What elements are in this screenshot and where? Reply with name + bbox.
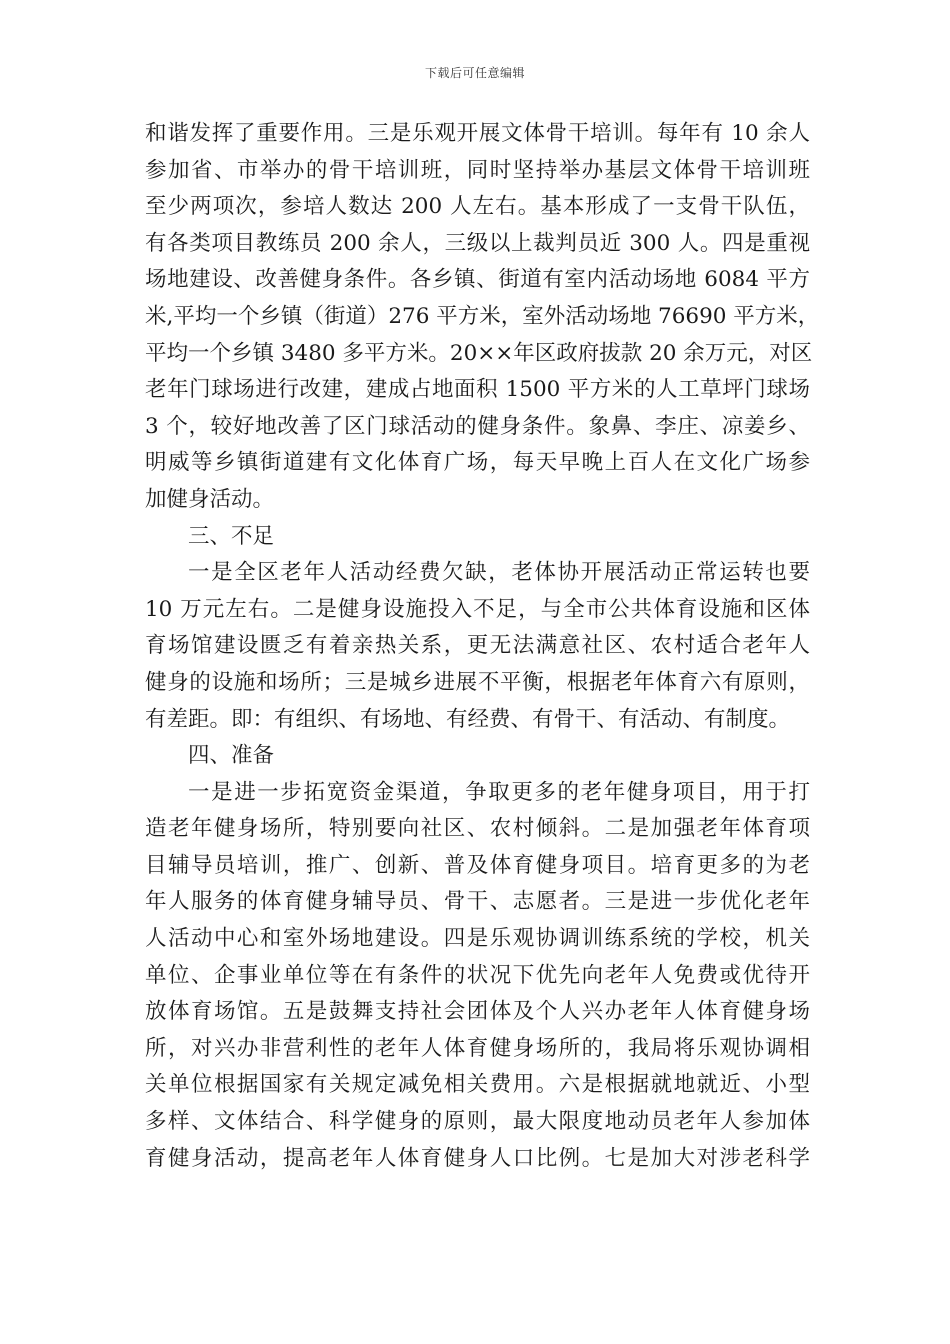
section-heading: 四、准备 — [188, 743, 275, 769]
text-line: 场地建设、改善健身条件。各乡镇、街道有室内活动场地 6084 平方 — [145, 267, 810, 293]
text-line: 至少两项次，参培人数达 200 人左右。基本形成了一支骨干队伍， — [145, 194, 810, 220]
text-line: 健身的设施和场所；三是城乡进展不平衡，根据老年体育六有原则， — [145, 669, 810, 695]
text-line: 造老年健身场所，特别要向社区、农村倾斜。二是加强老年体育项 — [145, 816, 810, 842]
text-line: 单位、企事业单位等在有条件的状况下优先向老年人免费或优待开 — [145, 962, 810, 988]
text-line: 育场馆建设匮乏有着亲热关系，更无法满意社区、农村适合老年人 — [145, 633, 810, 659]
text-line: 目辅导员培训，推广、创新、普及体育健身项目。培育更多的为老 — [145, 852, 810, 878]
text-line: 3 个，较好地改善了区门球活动的健身条件。象鼻、李庄、凉姜乡、 — [145, 413, 810, 439]
text-line: 一是全区老年人活动经费欠缺，老体协开展活动正常运转也要 — [188, 560, 810, 586]
text-line: 有差距。即：有组织、有场地、有经费、有骨干、有活动、有制度。 — [145, 706, 791, 732]
text-line: 和谐发挥了重要作用。三是乐观开展文体骨干培训。每年有 10 余人 — [145, 121, 810, 146]
text-line: 放体育场馆。五是鼓舞支持社会团体及个人兴办老年人体育健身场 — [145, 999, 810, 1025]
text-line: 平均一个乡镇 3480 多平方米。20××年区政府拔款 20 余万元，对区 — [145, 340, 813, 366]
text-line: 米,平均一个乡镇（街道）276 平方米，室外活动场地 76690 平方米， — [145, 303, 820, 329]
text-line: 明威等乡镇街道建有文化体育广场，每天早晚上百人在文化广场参 — [145, 450, 810, 476]
text-line: 一是进一步拓宽资金渠道，争取更多的老年健身项目，用于打 — [188, 779, 810, 805]
text-line: 所，对兴办非营利性的老年人体育健身场所的，我局将乐观协调相 — [145, 1035, 810, 1061]
section-heading: 三、不足 — [188, 523, 275, 549]
text-line: 加健身活动。 — [145, 486, 275, 512]
text-line: 有各类项目教练员 200 余人，三级以上裁判员近 300 人。四是重视 — [145, 230, 810, 256]
text-line: 关单位根据国家有关规定减免相关费用。六是根据就地就近、小型 — [145, 1072, 810, 1098]
text-line: 育健身活动，提高老年人体育健身人口比例。七是加大对涉老科学 — [145, 1145, 810, 1171]
text-line: 参加省、市举办的骨干培训班，同时坚持举办基层文体骨干培训班 — [145, 157, 810, 183]
text-line: 10 万元左右。二是健身设施投入不足，与全市公共体育设施和区体 — [145, 596, 810, 622]
text-line: 老年门球场进行改建，建成占地面积 1500 平方米的人工草坪门球场 — [145, 377, 810, 403]
text-line: 年人服务的体育健身辅导员、骨干、志愿者。三是进一步优化老年 — [145, 889, 810, 915]
page-header: 下载后可任意编辑 — [424, 66, 525, 80]
text-line: 人活动中心和室外场地建设。四是乐观协调训练系统的学校，机关 — [145, 926, 810, 952]
document-body — [145, 116, 820, 1177]
text-line: 多样、文体结合、科学健身的原则，最大限度地动员老年人参加体 — [145, 1109, 810, 1135]
